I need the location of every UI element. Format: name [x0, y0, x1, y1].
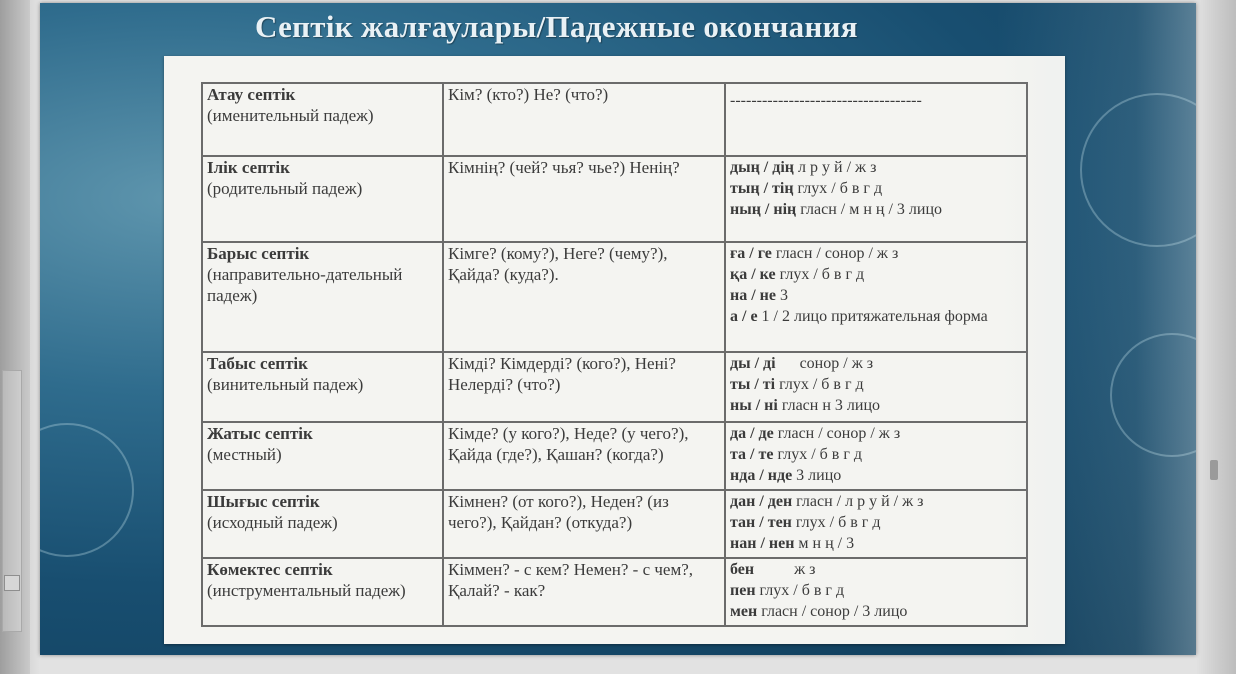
case-questions: Кімде? (у кого?), Неде? (у чего?), Қайда (где?), Қашан? (когда?): [448, 424, 689, 464]
ending-rule: гласн / сонор / ж з: [773, 425, 901, 442]
ending-rule: глух / б в г д: [775, 376, 864, 393]
questions-cell: [443, 352, 725, 422]
table-row: [202, 156, 1027, 242]
ending-form: мен: [730, 603, 758, 620]
ending-line: [730, 533, 1022, 554]
ending-rule: глух / б в г д: [773, 446, 863, 463]
case-name: Жатыс септік: [207, 424, 313, 443]
case-questions: Кім? (кто?) Не? (что?): [448, 85, 609, 104]
ending-rule: глух / б в г д: [791, 514, 881, 531]
case-gloss: (инструментальный падеж): [207, 581, 406, 600]
ending-rule: глух / б в г д: [775, 266, 865, 283]
case-cell: [202, 156, 443, 242]
ending-form: бен: [730, 561, 755, 578]
presentation-slide: [40, 3, 1196, 655]
ending-line: [730, 285, 1022, 306]
no-ending-placeholder: ------------------------------------: [730, 92, 922, 109]
ending-rule: глух / б в г д: [793, 180, 883, 197]
questions-cell: [443, 242, 725, 352]
questions-cell: [443, 558, 725, 626]
ending-form: дың / дің: [730, 159, 795, 176]
ending-rule: сонор / ж з: [775, 355, 874, 372]
ending-rule: гласн / л р у й / ж з: [792, 493, 924, 510]
case-gloss: (родительный падеж): [207, 179, 363, 198]
endings-cell: [725, 83, 1027, 156]
case-name: Ілік септік: [207, 158, 290, 177]
ending-line: [730, 243, 1022, 264]
ending-form: нда / нде: [730, 467, 793, 484]
case-gloss: (винительный падеж): [207, 375, 364, 394]
ending-line: [730, 580, 1022, 601]
ending-line: [730, 264, 1022, 285]
case-questions: Кімнің? (чей? чья? чье?) Ненің?: [448, 158, 680, 177]
window-resize-handle[interactable]: [1210, 460, 1218, 480]
ending-line: [730, 157, 1022, 178]
ending-line: [730, 353, 1022, 374]
case-gloss: (исходный падеж): [207, 513, 338, 532]
ending-form: а / е: [730, 308, 758, 325]
ending-rule: глух / б в г д: [755, 582, 845, 599]
case-name: Көмектес септік: [207, 560, 333, 579]
decor-circle: [1110, 333, 1196, 457]
ending-line: [730, 491, 1022, 512]
endings-cell: [725, 156, 1027, 242]
ending-line: [730, 601, 1022, 622]
table-sheet: [164, 56, 1065, 644]
ending-form: на / не: [730, 287, 776, 304]
ending-rule: гласн / сонор / ж з: [771, 245, 899, 262]
case-cell: [202, 422, 443, 490]
ending-form: ның / нің: [730, 201, 797, 218]
case-questions: Кіммен? - с кем? Немен? - с чем?, Қалай? - как?: [448, 560, 694, 600]
case-gloss: (направительно-дательный падеж): [207, 265, 403, 305]
ending-line: [730, 512, 1022, 533]
table-row: [202, 242, 1027, 352]
ending-form: ға / ге: [730, 245, 772, 262]
case-questions: Кімнен? (от кого?), Неден? (из чего?), Қайдан? (откуда?): [448, 492, 669, 532]
case-gloss: (местный): [207, 445, 282, 464]
ending-line: [730, 395, 1022, 416]
questions-cell: [443, 83, 725, 156]
ending-rule: гласн / сонор / 3 лицо: [757, 603, 908, 620]
ending-line: [730, 423, 1022, 444]
case-name: Барыс септік: [207, 244, 310, 263]
ending-form: ды / ді: [730, 355, 776, 372]
questions-cell: [443, 422, 725, 490]
table-row: [202, 422, 1027, 490]
ending-line: [730, 178, 1022, 199]
ending-line: [730, 444, 1022, 465]
case-cell: [202, 352, 443, 422]
ending-line: [730, 374, 1022, 395]
case-cell: [202, 490, 443, 558]
ending-rule: ж з: [754, 561, 816, 578]
case-name: Табыс септік: [207, 354, 308, 373]
case-questions: Кімге? (кому?), Неге? (чему?), Қайда? (куда?).: [448, 244, 668, 284]
ending-rule: гласн / м н ң / 3 лицо: [796, 201, 943, 218]
ending-line: [730, 559, 1022, 580]
case-questions: Кімді? Кімдерді? (кого?), Нені? Нелерді? (что?): [448, 354, 676, 394]
ending-form: тан / тен: [730, 514, 792, 531]
ending-line: [730, 199, 1022, 220]
ending-form: да / де: [730, 425, 774, 442]
endings-cell: [725, 490, 1027, 558]
ending-rule: л р у й / ж з: [794, 159, 877, 176]
decor-circle: [40, 423, 134, 557]
case-cell: [202, 558, 443, 626]
endings-cell: [725, 242, 1027, 352]
ending-form: дан / ден: [730, 493, 793, 510]
slide-title: Септік жалғаулары/Падежные окончания: [255, 9, 858, 44]
questions-cell: [443, 156, 725, 242]
endings-cell: [725, 558, 1027, 626]
table-row: [202, 83, 1027, 156]
case-name: Атау септік: [207, 85, 296, 104]
scrollbar-thumb[interactable]: [4, 575, 20, 591]
ending-rule: 3 лицо: [792, 467, 842, 484]
ending-form: ны / ні: [730, 397, 778, 414]
ending-rule: 3: [775, 287, 788, 304]
scrollbar-track[interactable]: [2, 370, 22, 632]
table-row: [202, 352, 1027, 422]
ending-form: тың / тің: [730, 180, 794, 197]
endings-cell: [725, 352, 1027, 422]
questions-cell: [443, 490, 725, 558]
case-cell: [202, 83, 443, 156]
ending-form: та / те: [730, 446, 774, 463]
case-gloss: (именительный падеж): [207, 106, 374, 125]
case-cell: [202, 242, 443, 352]
ending-line: [730, 306, 1022, 327]
ending-rule: м н ң / 3: [794, 535, 855, 552]
ending-form: қа / ке: [730, 266, 776, 283]
ending-rule: гласн н 3 лицо: [777, 397, 880, 414]
table-row: [202, 490, 1027, 558]
ending-line: [730, 465, 1022, 486]
ending-form: нан / нен: [730, 535, 795, 552]
case-name: Шығыс септік: [207, 492, 320, 511]
endings-cell: [725, 422, 1027, 490]
case-endings-table: [201, 82, 1028, 627]
ending-form: ты / ті: [730, 376, 776, 393]
ending-form: пен: [730, 582, 756, 599]
ending-rule: 1 / 2 лицо притяжательная форма: [757, 308, 988, 325]
decor-circle: [1080, 93, 1196, 247]
table-row: [202, 558, 1027, 626]
